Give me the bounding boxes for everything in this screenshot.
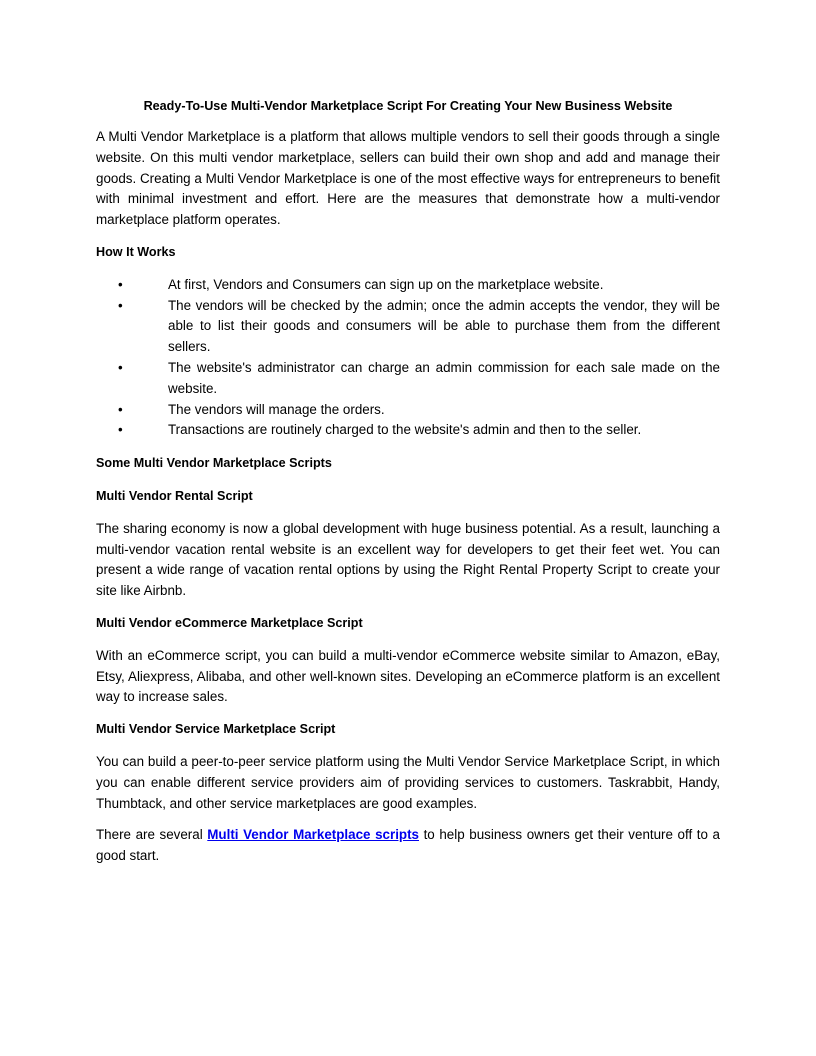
intro-paragraph: A Multi Vendor Marketplace is a platform that allows multiple vendors to sell their goods through a single website. On this multi vendor marketplace, sellers can build their own shop and add and manage their goods. Creating a Multi Vendor Marketplace is one of the most effective ways for entrepreneurs to benefit with minimal investment and effort. Here are the measures that demonstrate how a multi-vendor marketplace platform operates. [96,129,720,228]
rental-heading: Multi Vendor Rental Script [96,488,253,503]
list-item [96,420,720,441]
rental-paragraph: The sharing economy is now a global development with huge business potential. As a result, launching a multi-vendor vacation rental website is an excellent way for developers to get their feet wet. You can present a wide range of vacation rental options by using the Right Rental Property Script to create your site like Airbnb. [96,520,720,599]
bullet-icon: • [118,401,123,417]
how-it-works-list [96,275,720,441]
ecommerce-paragraph: With an eCommerce script, you can build a multi-vendor eCommerce website similar to Amazon, eBay, Etsy, Aliexpress, Alibaba, and other well-known sites. Developing an eCommerce platform is an excellent way to increase sales. [96,647,720,705]
list-item [96,296,720,358]
closing-text-after: to help business owners get their venture off to a good start. [96,827,720,864]
ecommerce-heading: Multi Vendor eCommerce Marketplace Script [96,615,363,630]
bullet-icon: • [118,276,123,292]
list-item-text: At first, Vendors and Consumers can sign up on the marketplace website. [168,276,604,292]
service-heading: Multi Vendor Service Marketplace Script [96,722,336,737]
list-item [96,358,720,400]
list-item [96,275,720,296]
closing-text-before: There are several [96,827,208,843]
marketplace-scripts-link[interactable]: Multi Vendor Marketplace scripts [207,827,419,843]
bullet-icon: • [118,422,123,438]
document-page [96,96,720,878]
list-item-text: The website's administrator can charge an admin commission for each sale made on the website. [168,359,720,396]
closing-paragraph [96,825,720,867]
list-item-text: Transactions are routinely charged to the website's admin and then to the seller. [168,422,642,438]
how-it-works-heading: How It Works [96,244,176,259]
scripts-heading: Some Multi Vendor Marketplace Scripts [96,456,332,471]
bullet-icon: • [118,297,123,313]
list-item [96,400,720,421]
list-item-text: The vendors will be checked by the admin; once the admin accepts the vendor, they will be able to list their goods and consumers will be able to purchase them from the different sellers. [168,297,720,355]
document-title: Ready-To-Use Multi-Vendor Marketplace Script For Creating Your New Business Website [143,99,673,113]
list-item-text: The vendors will manage the orders. [168,401,385,417]
service-paragraph: You can build a peer-to-peer service platform using the Multi Vendor Service Marketplace Script, in which you can enable different service providers aim of providing services to customers. Taskrabbit, Handy, Thumbtack, and other service marketplaces are good examples. [96,753,720,811]
bullet-icon: • [118,359,123,375]
